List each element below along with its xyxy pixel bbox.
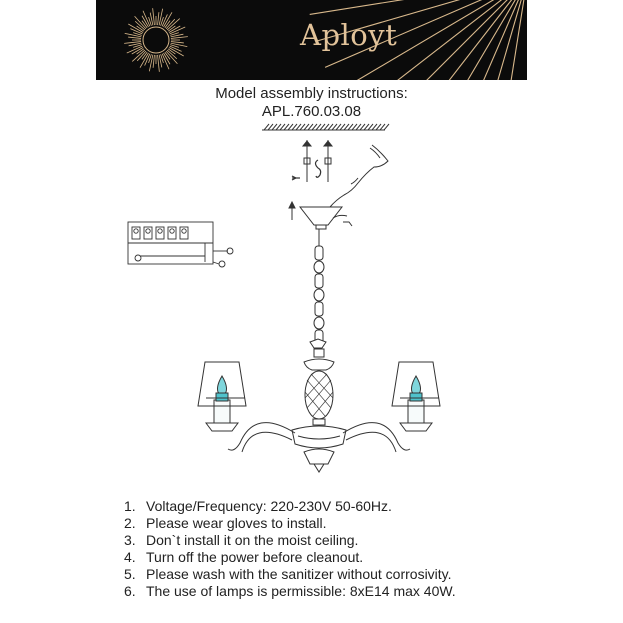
list-item: 2. Please wear gloves to install. [124,515,327,531]
wiring-terminal-icon [128,222,233,267]
ceiling-canopy-icon [300,207,352,229]
list-item: 3. Don`t install it on the moist ceiling. [124,532,359,548]
up-arrow-icon [289,202,295,220]
list-item: 5. Please wash with the sanitizer without corrosivity. [124,566,452,582]
model-number: APL.760.03.08 [261,103,362,120]
page-title: Model assembly instructions: [215,85,408,102]
list-item: 4. Turn off the power before cleanout. [124,549,364,565]
assembly-diagram [0,120,623,490]
list-item: 1. Voltage/Frequency: 220-230V 50-60Hz. [124,498,392,514]
brand-banner [96,0,527,80]
chain-icon [314,229,324,344]
hook-icon [292,160,321,180]
power-cord-icon [330,145,388,207]
ceiling-hatch-icon [262,124,389,130]
list-item: 6. The use of lamps is permissible: 8xE14 max 40W. [124,583,456,599]
chandelier-icon [198,339,440,472]
brand-logo-text: Aployt [300,18,398,52]
instructions-list [124,498,456,600]
